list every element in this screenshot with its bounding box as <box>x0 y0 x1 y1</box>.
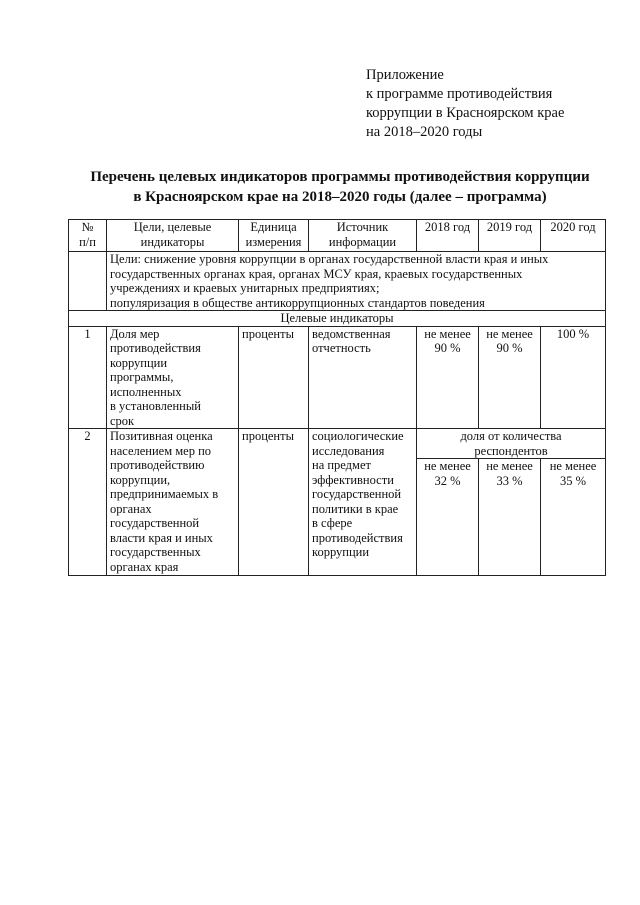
share-label-line: доля от количества <box>460 429 562 443</box>
row-2020 <box>541 459 606 576</box>
indicators-table <box>68 219 606 576</box>
source-line: коррупции <box>312 545 370 559</box>
value-line: не менее <box>424 459 471 473</box>
goals-line: государственных органах края, органах МСУ края, краевых государственных <box>110 266 523 281</box>
share-label <box>417 429 606 459</box>
row-2020: 100 % <box>541 326 606 429</box>
source-line: социологические <box>312 429 404 443</box>
row-unit: проценты <box>239 326 309 429</box>
indicator-line: в установленный <box>110 399 201 413</box>
source-line: государственной <box>312 487 402 501</box>
indicator-line: населением мер по <box>110 443 212 458</box>
header-unit-line: Единица <box>250 220 297 234</box>
appendix-line: коррупции в Красноярском крае <box>366 105 565 121</box>
value-line: не менее <box>424 326 471 341</box>
header-goals-line: Цели, целевые <box>133 220 212 234</box>
header-source-line: информации <box>328 234 397 249</box>
row-indicator <box>107 429 239 576</box>
value-line: 90 % <box>496 341 523 355</box>
source-line: в сфере <box>312 516 353 530</box>
header-unit <box>239 220 309 252</box>
source-line: ведомственная <box>312 326 391 341</box>
table-header-row <box>69 220 606 252</box>
header-2020: 2020 год <box>541 220 606 252</box>
row-source <box>309 429 417 576</box>
source-line: противодействия <box>312 530 403 545</box>
indicator-line: органах края <box>110 559 179 574</box>
title-line: в Красноярском крае на 2018–2020 годы (далее – программа) <box>133 189 547 205</box>
indicator-line: исполненных <box>110 384 182 399</box>
row-num: 1 <box>69 326 107 429</box>
header-2019: 2019 год <box>479 220 541 252</box>
document-title <box>60 167 620 207</box>
row-source <box>309 326 417 429</box>
header-num-line: п/п <box>79 234 96 249</box>
header-2018: 2018 год <box>417 220 479 252</box>
goals-row <box>69 252 606 311</box>
value-line: 33 % <box>496 473 523 488</box>
indicator-line: власти края и иных <box>110 530 213 545</box>
section-row <box>69 311 606 327</box>
appendix-line: к программе противодействия <box>366 86 553 102</box>
goals-line: Цели: снижение уровня коррупции в органах государственной власти края и иных <box>110 252 549 266</box>
header-source <box>309 220 417 252</box>
row-num: 2 <box>69 429 107 576</box>
title-line: Перечень целевых индикаторов программы противодействия коррупции <box>90 169 590 185</box>
table-row <box>69 429 606 459</box>
indicator-line: противодействия <box>110 341 201 355</box>
indicator-line: государственных <box>110 545 201 559</box>
header-source-line: Источник <box>336 220 389 234</box>
value-line: не менее <box>486 326 533 341</box>
source-line: эффективности <box>312 472 394 487</box>
source-line: исследования <box>312 443 385 458</box>
indicator-line: предпринимаемых в <box>110 487 219 501</box>
header-goals <box>107 220 239 252</box>
indicator-line: программы, <box>110 370 174 384</box>
goals-empty-num <box>69 252 107 311</box>
indicator-line: коррупции <box>110 355 168 370</box>
goals-text <box>107 252 606 311</box>
section-label: Целевые индикаторы <box>69 311 606 327</box>
row-unit: проценты <box>239 429 309 576</box>
table-row <box>69 326 606 429</box>
indicator-line: срок <box>110 413 135 428</box>
indicator-line: коррупции, <box>110 472 171 487</box>
appendix-line: Приложение <box>366 67 444 83</box>
value-line: не менее <box>486 459 533 473</box>
indicator-line: государственной <box>110 516 200 530</box>
row-2018 <box>417 459 479 576</box>
share-label-line: респондентов <box>474 443 548 458</box>
header-num-line: № <box>81 220 94 234</box>
header-unit-line: измерения <box>245 234 302 249</box>
appendix-line: на 2018–2020 годы <box>366 124 483 140</box>
indicator-line: Позитивная оценка <box>110 429 213 443</box>
source-line: политики в крае <box>312 501 399 516</box>
value-line: не менее <box>549 459 597 473</box>
indicator-line: органах <box>110 501 152 516</box>
row-2018 <box>417 326 479 429</box>
indicator-line: противодействию <box>110 458 205 472</box>
value-line: 35 % <box>559 473 587 488</box>
goals-line: популяризация в обществе антикоррупционных стандартов поведения <box>110 295 485 310</box>
header-goals-line: индикаторы <box>140 234 205 249</box>
row-2019 <box>479 459 541 576</box>
row-indicator <box>107 326 239 429</box>
header-num <box>69 220 107 252</box>
value-line: 90 % <box>434 341 461 355</box>
goals-line: учреждениях и краевых унитарных предприятиях; <box>110 281 380 295</box>
appendix-caption <box>366 66 564 142</box>
row-2019 <box>479 326 541 429</box>
value-line: 32 % <box>434 473 461 488</box>
source-line: на предмет <box>312 458 371 472</box>
source-line: отчетность <box>312 341 371 355</box>
indicator-line: Доля мер <box>110 326 160 341</box>
